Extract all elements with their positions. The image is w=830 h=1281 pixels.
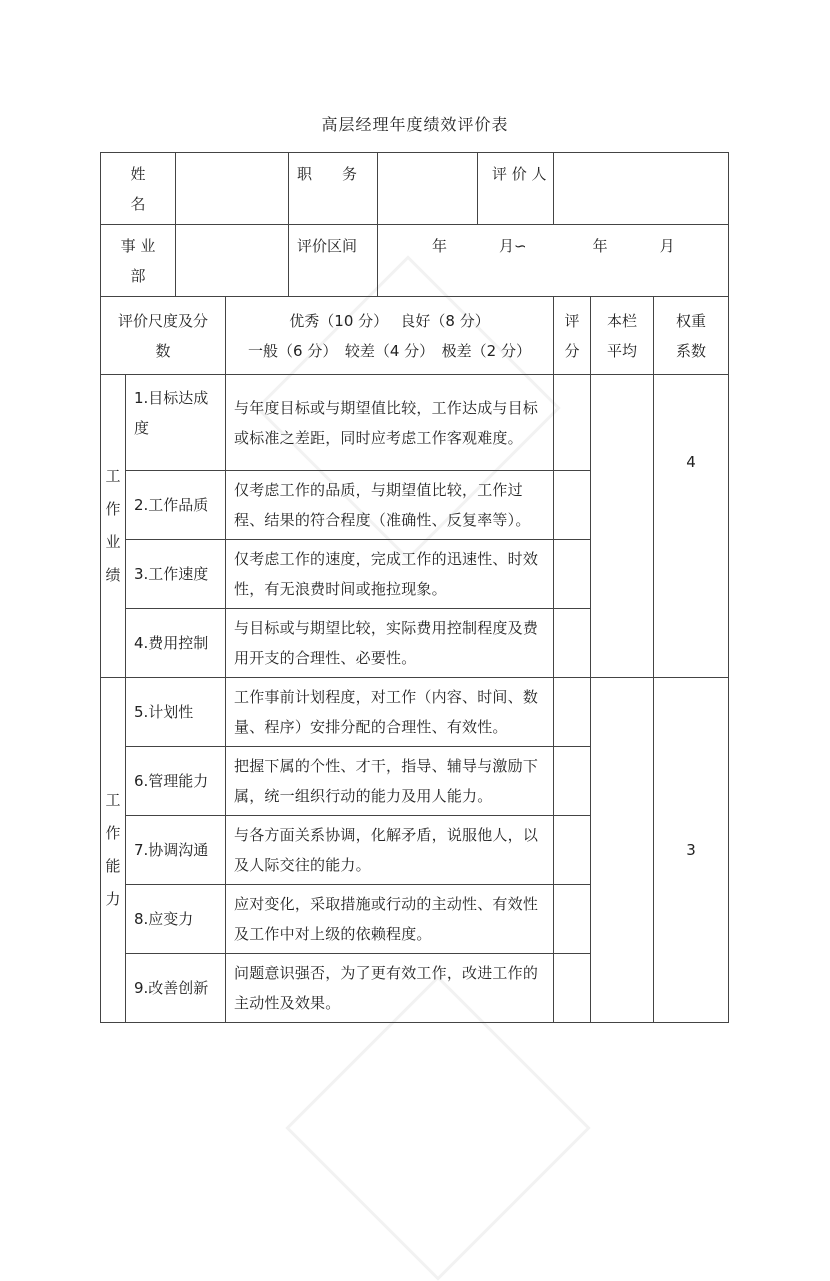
item-name: 9.改善创新 — [126, 954, 226, 1023]
item-name: 2.工作品质 — [126, 471, 226, 540]
score-cell[interactable] — [554, 609, 591, 678]
score-cell[interactable] — [554, 678, 591, 747]
item-description: 与年度目标或与期望值比较，工作达成与目标或标准之差距，同时应考虑工作客观难度。 — [226, 375, 554, 471]
scale-label-cell: 评价尺度及分 数 — [101, 297, 226, 375]
item-description: 应对变化，采取措施或行动的主动性、有效性及工作中对上级的依赖程度。 — [226, 885, 554, 954]
item-name: 6.管理能力 — [126, 747, 226, 816]
category-work-ability: 工 作 能 力 — [101, 678, 126, 1023]
period-value-cell[interactable]: 年 月∽ 年 月 — [378, 225, 729, 297]
score-cell[interactable] — [554, 375, 591, 471]
dept-input-cell[interactable] — [176, 225, 289, 297]
page-title: 高层经理年度绩效评价表 — [321, 115, 509, 134]
item-name: 5.计划性 — [126, 678, 226, 747]
score-cell[interactable] — [554, 540, 591, 609]
period-label: 评价区间 — [289, 225, 378, 297]
evaluator-label: 评 价 人 — [478, 153, 554, 225]
section-weight: 3 — [654, 678, 729, 1023]
avg-header-cell: 本栏 平均 — [591, 297, 654, 375]
dept-label-cell: 事 业 部 — [101, 225, 176, 297]
score-cell[interactable] — [554, 954, 591, 1023]
item-description: 与各方面关系协调，化解矛盾，说服他人，以及人际交往的能力。 — [226, 816, 554, 885]
section-weight: 4 — [654, 375, 729, 678]
item-description: 仅考虑工作的速度，完成工作的迅速性、时效性，有无浪费时间或拖拉现象。 — [226, 540, 554, 609]
score-cell[interactable] — [554, 747, 591, 816]
score-cell[interactable] — [554, 816, 591, 885]
score-header-cell: 评 分 — [554, 297, 591, 375]
name-input-cell[interactable] — [176, 153, 289, 225]
score-cell[interactable] — [554, 471, 591, 540]
evaluator-input-cell[interactable] — [554, 153, 729, 225]
item-name: 1.目标达成度 — [126, 375, 226, 471]
category-work-performance: 工 作 业 绩 — [101, 375, 126, 678]
item-description: 问题意识强否，为了更有效工作，改进工作的主动性及效果。 — [226, 954, 554, 1023]
section-average-cell[interactable] — [591, 375, 654, 678]
item-name: 7.协调沟通 — [126, 816, 226, 885]
evaluation-form-table — [100, 152, 729, 1023]
item-name: 3.工作速度 — [126, 540, 226, 609]
section-average-cell[interactable] — [591, 678, 654, 1023]
item-description: 与目标或与期望比较，实际费用控制程度及费用开支的合理性、必要性。 — [226, 609, 554, 678]
item-description: 仅考虑工作的品质，与期望值比较，工作过程、结果的符合程度（准确性、反复率等）。 — [226, 471, 554, 540]
item-description: 工作事前计划程度，对工作（内容、时间、数量、程序）安排分配的合理性、有效性。 — [226, 678, 554, 747]
item-name: 4.费用控制 — [126, 609, 226, 678]
scale-description-cell: 优秀（10 分） 良好（8 分） 一般（6 分） 较差（4 分） 极差（2 分） — [226, 297, 554, 375]
item-name: 8.应变力 — [126, 885, 226, 954]
name-label-cell: 姓 名 — [101, 153, 176, 225]
item-description: 把握下属的个性、才干，指导、辅导与激励下属，统一组织行动的能力及用人能力。 — [226, 747, 554, 816]
position-input-cell[interactable] — [378, 153, 478, 225]
weight-header-cell: 权重 系数 — [654, 297, 729, 375]
position-label: 职 务 — [289, 153, 378, 225]
score-cell[interactable] — [554, 885, 591, 954]
